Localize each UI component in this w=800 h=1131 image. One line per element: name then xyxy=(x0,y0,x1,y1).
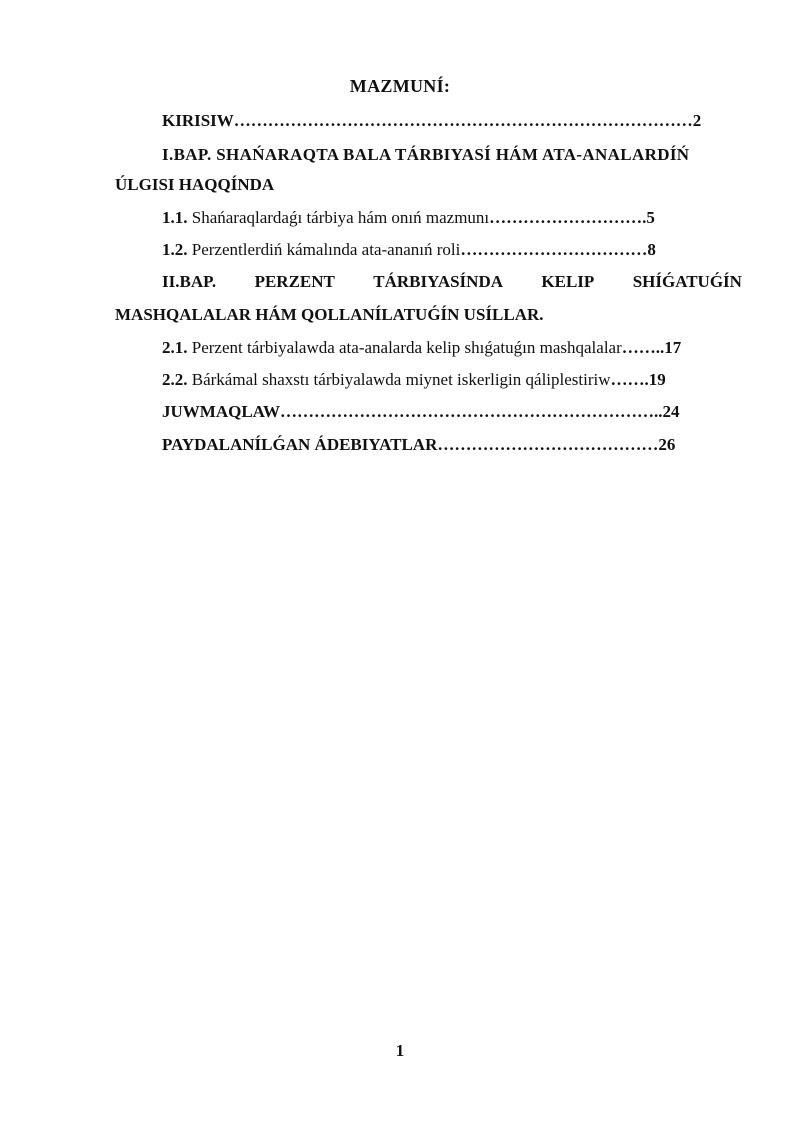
toc-entry-section-2-1 xyxy=(162,338,681,358)
chapter-word: SHÍǴATUǴÍN xyxy=(632,272,742,291)
page-number: 1 xyxy=(395,1041,405,1060)
toc-entry-chapter-2-line-2: MASHQALALAR HÁM QOLLANÍLATUǴÍN USÍLLAR. xyxy=(115,305,544,324)
toc-entry-juwmaqlaw: JUWMAQLAW…………………………………………………………..24 xyxy=(162,402,680,421)
toc-entry-chapter-1-line-2: ÚLGISI HAQQÍNDA xyxy=(115,175,275,194)
section-number: 1.1. xyxy=(162,208,188,227)
section-number: 2.1. xyxy=(162,338,188,357)
section-dots-page: …….19 xyxy=(610,370,666,389)
section-dots-page: ……………………….5 xyxy=(489,208,655,227)
section-title: Perzent tárbiyalawda ata-analarda kelip shıǵatuǵın mashqalalar xyxy=(187,338,622,357)
section-dots-page: ……………………………8 xyxy=(460,240,656,259)
toc-entry-kirisiw: KIRISIW………………………………………………………………………2 xyxy=(162,111,702,130)
toc-entry-chapter-2-line-1 xyxy=(162,272,742,292)
chapter-word: II.BAP. xyxy=(162,272,217,291)
section-title: Shańaraqlardaǵı tárbiya hám onıń mazmunı xyxy=(187,208,490,227)
section-number: 1.2. xyxy=(162,240,188,259)
section-dots-page: ……..17 xyxy=(621,338,682,357)
toc-entry-references: PAYDALANÍLǴAN ÁDEBIYATLAR…………………………………26 xyxy=(162,435,676,454)
toc-title: MAZMUNÍ: xyxy=(349,76,451,96)
section-title: Bárkámal shaxstı tárbiyalawda miynet iskerligin qáliplestiriw xyxy=(187,370,611,389)
toc-entry-section-1-2 xyxy=(162,240,656,260)
section-title: Perzentlerdiń kámalında ata-ananıń roli xyxy=(187,240,461,259)
section-number: 2.2. xyxy=(162,370,188,389)
toc-entry-section-1-1 xyxy=(162,208,655,228)
chapter-word: KELIP xyxy=(541,272,595,291)
toc-entry-section-2-2 xyxy=(162,370,666,390)
chapter-word: TÁRBIYASÍNDA xyxy=(373,272,503,291)
chapter-word: PERZENT xyxy=(254,272,335,291)
toc-entry-chapter-1-line-1: I.BAP. SHAŃARAQTA BALA TÁRBIYASÍ HÁM ATA-ANALARDÍŃ xyxy=(162,145,690,164)
